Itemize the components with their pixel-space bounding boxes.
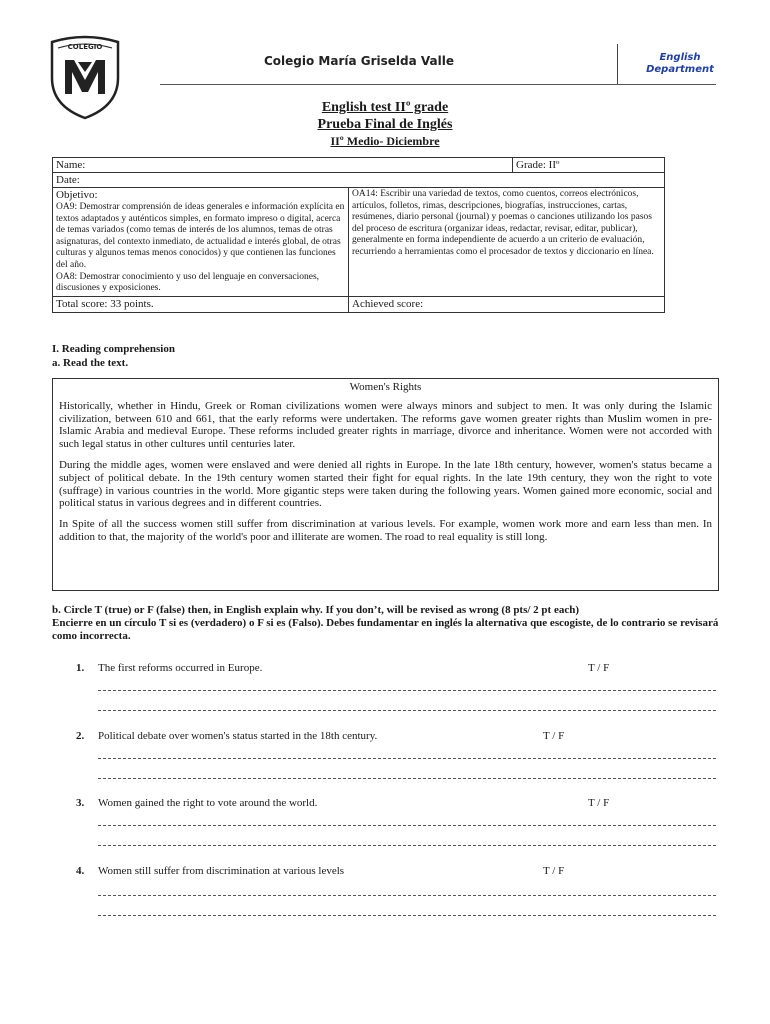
question-4 (76, 865, 716, 925)
question-2 (76, 730, 716, 790)
true-false-choice[interactable]: T / F (588, 797, 610, 809)
grade-field: Grade: IIº (516, 159, 560, 171)
header-divider (617, 44, 618, 84)
question-number: 4. (76, 865, 85, 877)
title-line2: Prueba Final de Inglés (317, 117, 453, 132)
section-subtitle: a. Read the text. (52, 356, 129, 369)
section-title: I. Reading comprehension (52, 343, 175, 355)
student-info-table (52, 157, 665, 313)
oa14-text: OA14: Escribir una variedad de textos, como cuentos, correos electrónicos, artículos, folletos, rimas, descripciones, biografías, instrucciones, cartas, resúmenes, diario personal (journal) y poemas o canciones utilizando los pasos del proceso de escritura (organizar ideas, redactar, revisar, editar, publicar), generalmente en forma independiente de acuerdo a un criterio de evaluación, recurriendo a herramientas como el procesador de textos y diccionario en línea. (352, 189, 654, 257)
achieved-score-field[interactable]: Achieved score: (352, 297, 424, 310)
answer-line[interactable] (98, 710, 716, 711)
objectives-right (349, 188, 664, 296)
question-text: The first reforms occurred in Europe. (98, 662, 263, 674)
instructions (52, 604, 722, 642)
question-3 (76, 797, 716, 857)
reading-paragraph-2: During the middle ages, women were enslaved and were denied all rights in Europe. In the late 18th century, however, women's status became a subject of political debate. In the 19th century women started their fight for equal rights. In the late 19th century, they won the right to vote (suffrage) in various countries in the world. More gigantic steps were taken during the following years. Women gained more economic, social and political status in various degrees and in different countries. (59, 458, 712, 510)
school-name: Colegio María Griselda Valle (264, 54, 455, 68)
date-field[interactable]: Date: (56, 174, 80, 186)
true-false-choice[interactable]: T / F (588, 662, 610, 674)
question-number: 3. (76, 797, 85, 809)
section-heading (52, 343, 175, 370)
test-titles (0, 99, 770, 149)
question-1 (76, 662, 716, 722)
title-line3: IIº Medio- Diciembre (330, 134, 440, 148)
total-score: Total score: 33 points. (53, 297, 349, 312)
reading-title: Women's Rights (349, 381, 422, 393)
name-row (53, 158, 664, 173)
question-text: Women gained the right to vote around the world. (98, 797, 318, 809)
answer-line[interactable] (98, 915, 716, 916)
answer-line[interactable] (98, 758, 716, 759)
question-number: 1. (76, 662, 85, 674)
answer-line[interactable] (98, 690, 716, 691)
logo-text: COLEGIO (67, 43, 103, 51)
instructions-spanish: Encierre en un círculo T si es (verdadero) o F si es (Falso). Debes fundamentar en inglés la alternativa que escogiste, de lo contrario se revisará como incorrecta. (52, 616, 719, 642)
objectives-left (53, 188, 349, 296)
score-row (53, 297, 664, 312)
true-false-choice[interactable]: T / F (543, 865, 565, 877)
department-line1: English (659, 52, 701, 63)
objetivo-label: Objetivo: (56, 189, 98, 201)
objectives-row (53, 188, 664, 297)
title-line1: English test IIº grade (321, 100, 449, 115)
question-text: Political debate over women's status started in the 18th century. (98, 730, 378, 742)
reading-passage (52, 378, 719, 591)
header-rule (160, 84, 716, 85)
department-label (630, 52, 730, 76)
department-line2: Department (646, 64, 714, 75)
oa9-text: OA9: Demostrar comprensión de ideas generales e información explícita en textos adaptados y auténticos simples, en formato impreso o digital, acerca de temas variados (como temas de interés de los alumnos, temas de otras asignaturas, del contexto inmediato, de actualidad e interés global, de otras culturas y algunos temas menos conocidos) y que contienen las funciones del año. (56, 202, 345, 270)
answer-line[interactable] (98, 778, 716, 779)
name-field[interactable]: Name: (53, 158, 513, 172)
date-row (53, 173, 664, 188)
reading-paragraph-1: Historically, whether in Hindu, Greek or Roman civilizations women were always minors and subject to men. It was only during the Islamic civilization, between 610 and 661, that the early reforms were undertaken. The reforms gave women greater rights than Muslim women in pre-Islamic Arabia and medieval Europe. These reforms included greater rights in marriage, divorce and inheritance. Women were not accorded with such legal status in other cultures until centuries later. (59, 399, 712, 451)
question-text: Women still suffer from discrimination at various levels (98, 865, 345, 877)
answer-line[interactable] (98, 895, 716, 896)
reading-paragraph-3: In Spite of all the success women still suffer from discrimination at various levels. For example, women work more and earn less than men. In addition to that, the majority of the world's poor and illiterate are women. The road to real equality is still long. (59, 518, 712, 543)
true-false-choice[interactable]: T / F (543, 730, 565, 742)
instructions-english: b. Circle T (true) or F (false) then, in English explain why. If you don’t, will be revised as wrong (8 pts/ 2 pt each) (52, 604, 580, 616)
answer-line[interactable] (98, 825, 716, 826)
answer-line[interactable] (98, 845, 716, 846)
oa8-text: OA8: Demostrar conocimiento y uso del lenguaje en conversaciones, discusiones y exposiciones. (56, 271, 320, 294)
question-number: 2. (76, 730, 85, 742)
